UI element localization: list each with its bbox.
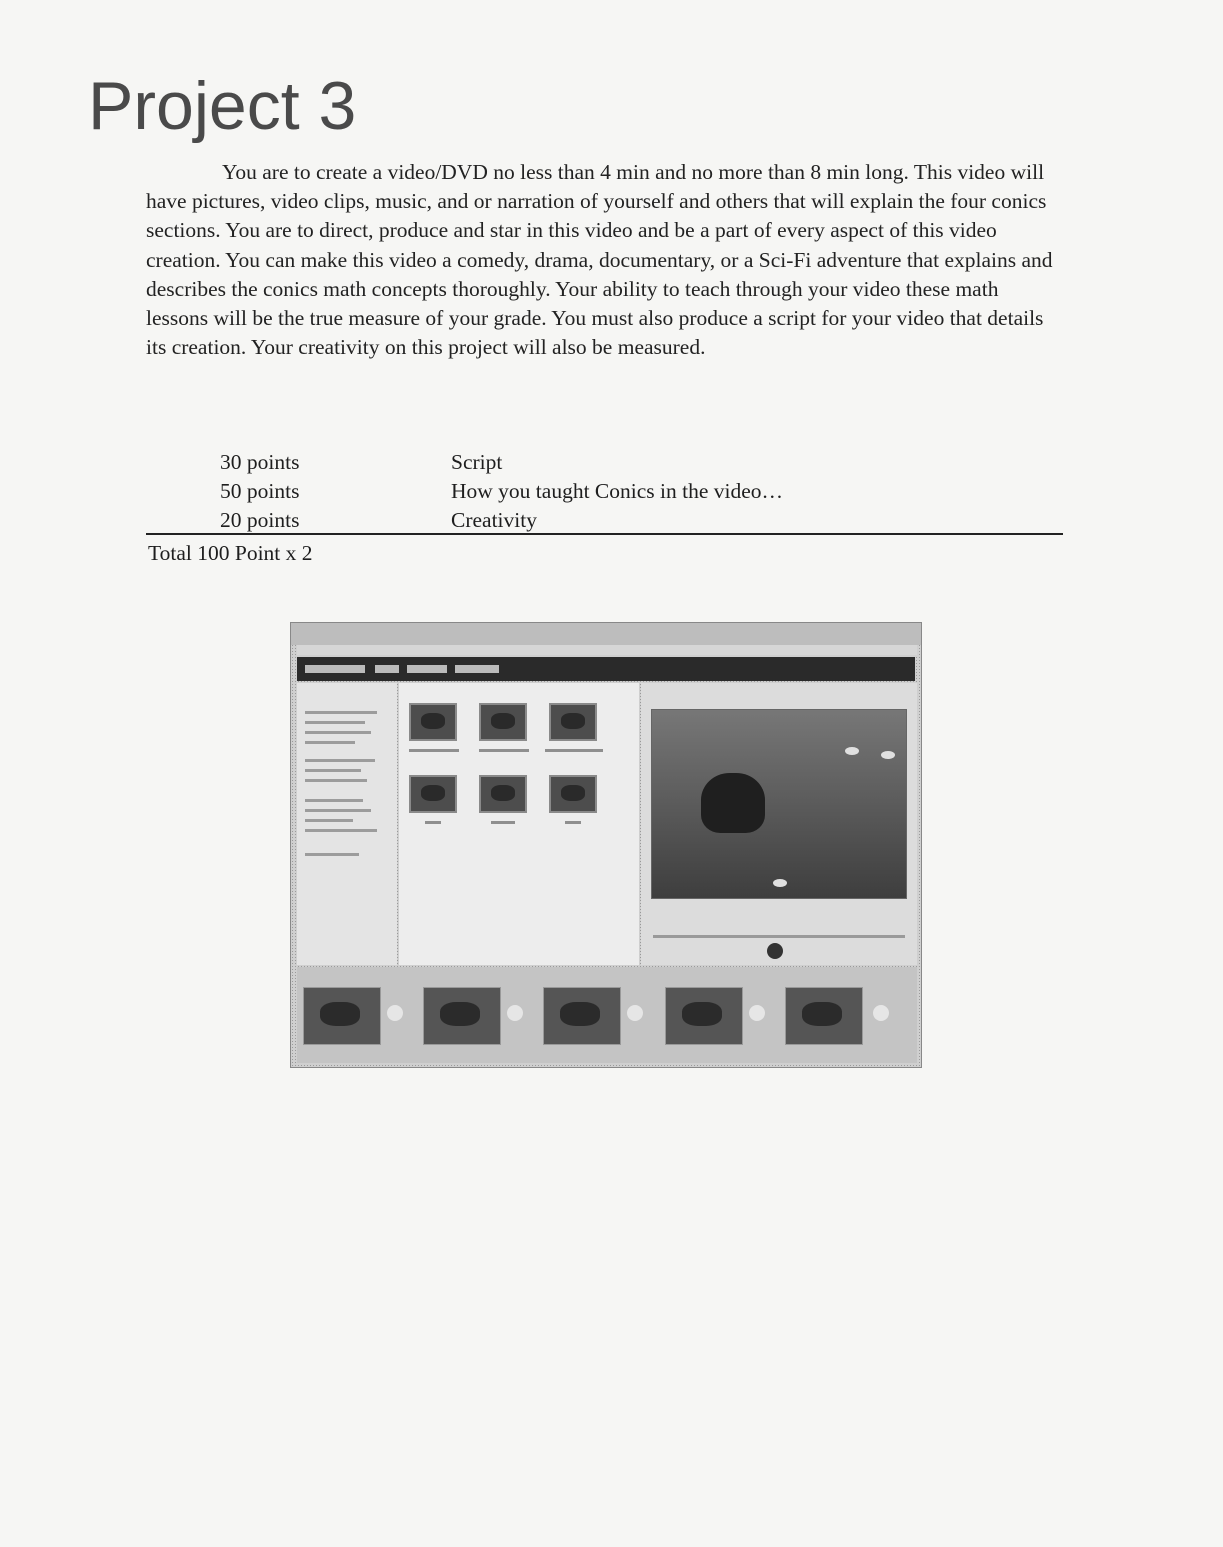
screenshot-clip-thumbnail: [479, 703, 527, 741]
screenshot-transition-icon: [873, 1005, 889, 1021]
screenshot-toolbar-button: [407, 665, 447, 673]
page-title: Project 3: [88, 68, 357, 144]
screenshot-toolbar: [297, 657, 915, 681]
screenshot-task-item: [305, 741, 355, 744]
rubric-divider: [146, 533, 1063, 535]
screenshot-tasks-pane: [297, 683, 397, 965]
screenshot-seek-bar: [653, 935, 905, 938]
screenshot-clip-thumbnail: [409, 775, 457, 813]
rubric-criterion: Creativity: [451, 508, 537, 532]
screenshot-clip-caption: [409, 749, 459, 752]
screenshot-menubar: [297, 645, 917, 655]
screenshot-bird: [845, 747, 859, 755]
screenshot-task-item: [305, 829, 377, 832]
screenshot-toolbar-button: [455, 665, 499, 673]
rubric-points: 20 points: [220, 508, 300, 532]
screenshot-storyboard-frame: [303, 987, 381, 1045]
screenshot-transition-icon: [387, 1005, 403, 1021]
rubric-row: [0, 506, 1223, 535]
rubric-criterion: Script: [451, 450, 503, 474]
screenshot-task-item: [305, 711, 377, 714]
rubric-points: 50 points: [220, 479, 300, 503]
rubric-points: 30 points: [220, 450, 300, 474]
screenshot-storyboard-frame: [543, 987, 621, 1045]
screenshot-play-icon: [767, 943, 783, 959]
screenshot-transition-icon: [749, 1005, 765, 1021]
screenshot-task-item: [305, 799, 363, 802]
screenshot-task-item: [305, 819, 353, 822]
screenshot-task-item: [305, 721, 365, 724]
screenshot-clip-thumbnail: [549, 775, 597, 813]
screenshot-storyboard-frame: [423, 987, 501, 1045]
rubric-row: [0, 448, 1223, 477]
screenshot-task-item: [305, 853, 359, 856]
screenshot-clip-thumbnail: [479, 775, 527, 813]
screenshot-storyboard-frame: [665, 987, 743, 1045]
screenshot-task-item: [305, 779, 367, 782]
rubric-total: Total 100 Point x 2: [148, 541, 313, 565]
rubric-criterion: How you taught Conics in the video…: [451, 479, 784, 503]
screenshot-dog-in-water: [701, 773, 765, 833]
movie-maker-screenshot: [290, 622, 922, 1068]
screenshot-task-item: [305, 731, 371, 734]
screenshot-clip-caption: [479, 749, 529, 752]
screenshot-clip-thumbnail: [549, 703, 597, 741]
screenshot-clip-caption: [565, 821, 581, 824]
screenshot-transition-icon: [627, 1005, 643, 1021]
screenshot-clip-thumbnail: [409, 703, 457, 741]
screenshot-bird: [881, 751, 895, 759]
screenshot-toolbar-button: [305, 665, 365, 673]
screenshot-preview-video: [651, 709, 907, 899]
screenshot-clip-caption: [545, 749, 603, 752]
screenshot-titlebar: [291, 623, 921, 645]
screenshot-transition-icon: [507, 1005, 523, 1021]
rubric-row: [0, 477, 1223, 506]
screenshot-bird: [773, 879, 787, 887]
screenshot-clip-caption: [491, 821, 515, 824]
screenshot-task-item: [305, 759, 375, 762]
screenshot-toolbar-button: [375, 665, 399, 673]
screenshot-task-item: [305, 809, 371, 812]
assignment-description: You are to create a video/DVD no less than 4 min and no more than 8 min long. This video will have pictures, video clips, music, and or narration of yourself and others that will explain the four conics sections. You are to direct, produce and star in this video and be a part of every aspect of this video creation. You can make this video a comedy, drama, documentary, or a Sci-Fi adventure that explains and describes the conics math concepts thoroughly. Your ability to teach through your video these math lessons will be the true measure of your grade. You must also produce a script for your video that details its creation. Your creativity on this project will also be measured.: [146, 160, 1053, 360]
screenshot-task-item: [305, 769, 361, 772]
screenshot-clip-caption: [425, 821, 441, 824]
screenshot-storyboard-frame: [785, 987, 863, 1045]
